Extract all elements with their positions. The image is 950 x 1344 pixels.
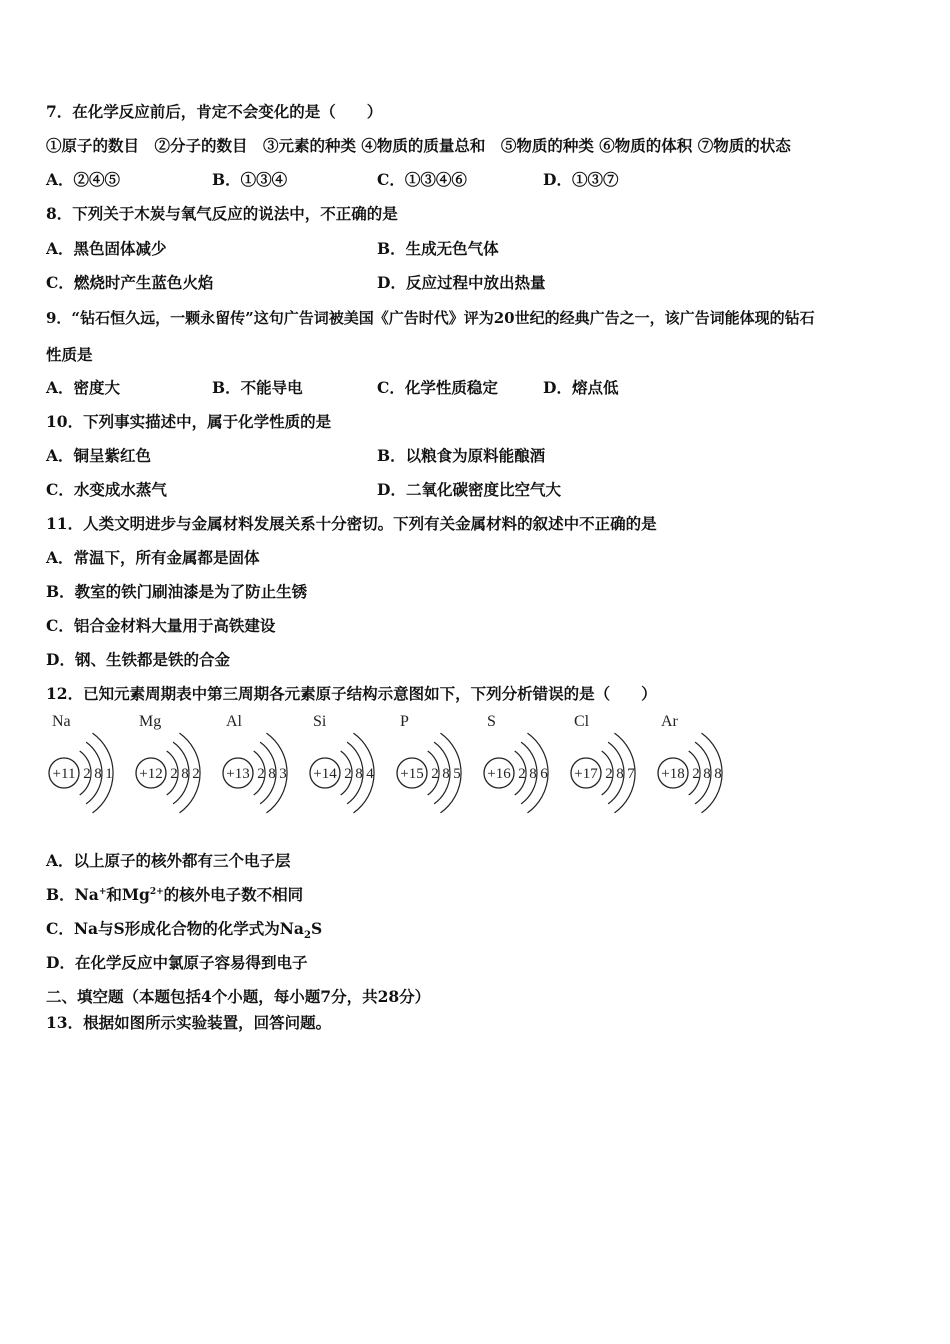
q10-option-a: A．铜呈紫红色 — [46, 446, 152, 465]
q12-option-a: A．以上原子的核外都有三个电子层 — [46, 851, 291, 870]
atom-shell-electrons-na-3: 1 — [105, 766, 113, 782]
q12-option-c-text1: C．Na与S形成化合物的化学式为Na — [46, 919, 304, 938]
q12-stem: 12．已知元素周期表中第三周期各元素原子结构示意图如下，下列分析错误的是（ ） — [46, 684, 657, 703]
q10-option-c: C．水变成水蒸气 — [46, 480, 167, 499]
atom-symbol-cl: Cl — [574, 713, 590, 730]
atom-symbol-mg: Mg — [139, 713, 162, 730]
q12-option-b-text2: 和Mg — [106, 885, 150, 904]
q9-option-d: D．熔点低 — [543, 378, 619, 397]
q7-option-d: D．①③⑦ — [543, 170, 619, 189]
q12-option-b — [46, 885, 303, 905]
atom-shell-electrons-al-3: 3 — [279, 766, 287, 782]
q13-stem: 13．根据如图所示实验装置，回答问题。 — [46, 1013, 332, 1032]
atom-nucleus-charge-si: +14 — [313, 766, 337, 782]
q12-option-b-charge1: + — [98, 886, 107, 897]
q12-option-b-text1: B．Na — [46, 885, 99, 904]
atom-shell-electrons-cl-2: 8 — [616, 766, 624, 782]
atom-shell-electrons-al-2: 8 — [268, 766, 276, 782]
atom-symbol-s: S — [487, 713, 496, 730]
q12-option-c — [46, 919, 323, 942]
atom-shell-electrons-s-3: 6 — [540, 766, 548, 782]
atom-shell-electrons-si-1: 2 — [344, 766, 352, 782]
atom-shell-electrons-p-1: 2 — [431, 766, 439, 782]
atom-nucleus-charge-cl: +17 — [574, 766, 598, 782]
atom-shell-electrons-mg-3: 2 — [192, 766, 200, 782]
q9-option-a: A．密度大 — [46, 378, 121, 397]
q11-option-a: A．常温下，所有金属都是固体 — [46, 548, 260, 567]
atom-shell-electrons-p-2: 8 — [442, 766, 450, 782]
atom-shell-electrons-mg-1: 2 — [170, 766, 178, 782]
q12-option-c-subscript: 2 — [303, 930, 311, 942]
q8-option-b: B．生成无色气体 — [377, 239, 499, 258]
q10-option-d: D．二氧化碳密度比空气大 — [377, 480, 561, 499]
atom-shell-electrons-ar-2: 8 — [703, 766, 711, 782]
atom-nucleus-charge-s: +16 — [487, 766, 511, 782]
atom-shell-electrons-na-1: 2 — [83, 766, 91, 782]
atom-shell-electrons-si-2: 8 — [355, 766, 363, 782]
atom-shell-electrons-ar-3: 8 — [714, 766, 722, 782]
atom-symbol-al: Al — [226, 713, 242, 730]
q7-option-a: A．②④⑤ — [46, 170, 121, 189]
atom-nucleus-charge-na: +11 — [52, 766, 76, 782]
atom-shell-electrons-cl-1: 2 — [605, 766, 613, 782]
atom-shell-electrons-s-1: 2 — [518, 766, 526, 782]
atom-shell-electrons-s-2: 8 — [529, 766, 537, 782]
q11-stem: 11．人类文明进步与金属材料发展关系十分密切。下列有关金属材料的叙述中不正确的是 — [46, 514, 657, 533]
q9-stem-line1: 9．“钻石恒久远，一颗永留传”这句广告词被美国《广告时代》评为20世纪的经典广告之一，该广告词能体现的钻石 — [46, 309, 815, 327]
q10-option-b: B．以粮食为原料能酿酒 — [377, 446, 546, 465]
q7-option-c: C．①③④⑥ — [377, 170, 467, 189]
atom-shell-electrons-si-3: 4 — [366, 766, 374, 782]
atom-nucleus-charge-p: +15 — [400, 766, 424, 782]
atom-shell-electrons-mg-2: 8 — [181, 766, 189, 782]
q8-option-a: A．黑色固体减少 — [46, 239, 167, 258]
q11-option-d: D．钢、生铁都是铁的合金 — [46, 650, 230, 669]
atom-symbol-ar: Ar — [661, 713, 678, 730]
q9-option-c: C．化学性质稳定 — [377, 378, 498, 397]
atom-shell-electrons-p-3: 5 — [453, 766, 461, 782]
q7-stem: 7．在化学反应前后，肯定不会变化的是（ ） — [46, 102, 383, 121]
atomic-structure-diagrams — [40, 708, 740, 833]
q11-option-c: C．铝合金材料大量用于高铁建设 — [46, 616, 276, 635]
atom-shell-electrons-cl-3: 7 — [627, 766, 635, 782]
atom-shell-electrons-ar-1: 2 — [692, 766, 700, 782]
q8-stem: 8．下列关于木炭与氧气反应的说法中，不正确的是 — [46, 204, 398, 223]
q12-option-d: D．在化学反应中氯原子容易得到电子 — [46, 953, 308, 972]
atom-shell-electrons-al-1: 2 — [257, 766, 265, 782]
q8-option-d: D．反应过程中放出热量 — [377, 273, 546, 292]
atom-nucleus-charge-al: +13 — [226, 766, 250, 782]
q11-option-b: B．教室的铁门刷油漆是为了防止生锈 — [46, 582, 308, 601]
q9-option-b: B．不能导电 — [212, 378, 303, 397]
atom-symbol-na: Na — [52, 713, 71, 730]
q8-option-c: C．燃烧时产生蓝色火焰 — [46, 273, 214, 292]
q7-option-b: B．①③④ — [212, 170, 288, 189]
q12-option-c-text2: S — [310, 919, 323, 938]
q12-option-b-text3: 的核外电子数不相同 — [163, 885, 304, 904]
section2-heading: 二、填空题（本题包括4个小题，每小题7分，共28分） — [46, 987, 431, 1006]
atom-nucleus-charge-mg: +12 — [139, 766, 163, 782]
q10-stem: 10．下列事实描述中，属于化学性质的是 — [46, 412, 332, 431]
q12-option-b-charge2: 2+ — [149, 886, 164, 897]
atom-nucleus-charge-ar: +18 — [661, 766, 685, 782]
atom-symbol-p: P — [400, 713, 409, 730]
atom-shell-electrons-na-2: 8 — [94, 766, 102, 782]
q7-items: ①原子的数目 ②分子的数目 ③元素的种类 ④物质的质量总和 ⑤物质的种类 ⑥物质的体积 ⑦物质的状态 — [46, 136, 791, 155]
q9-stem-line2: 性质是 — [46, 345, 93, 364]
atom-symbol-si: Si — [313, 713, 327, 730]
